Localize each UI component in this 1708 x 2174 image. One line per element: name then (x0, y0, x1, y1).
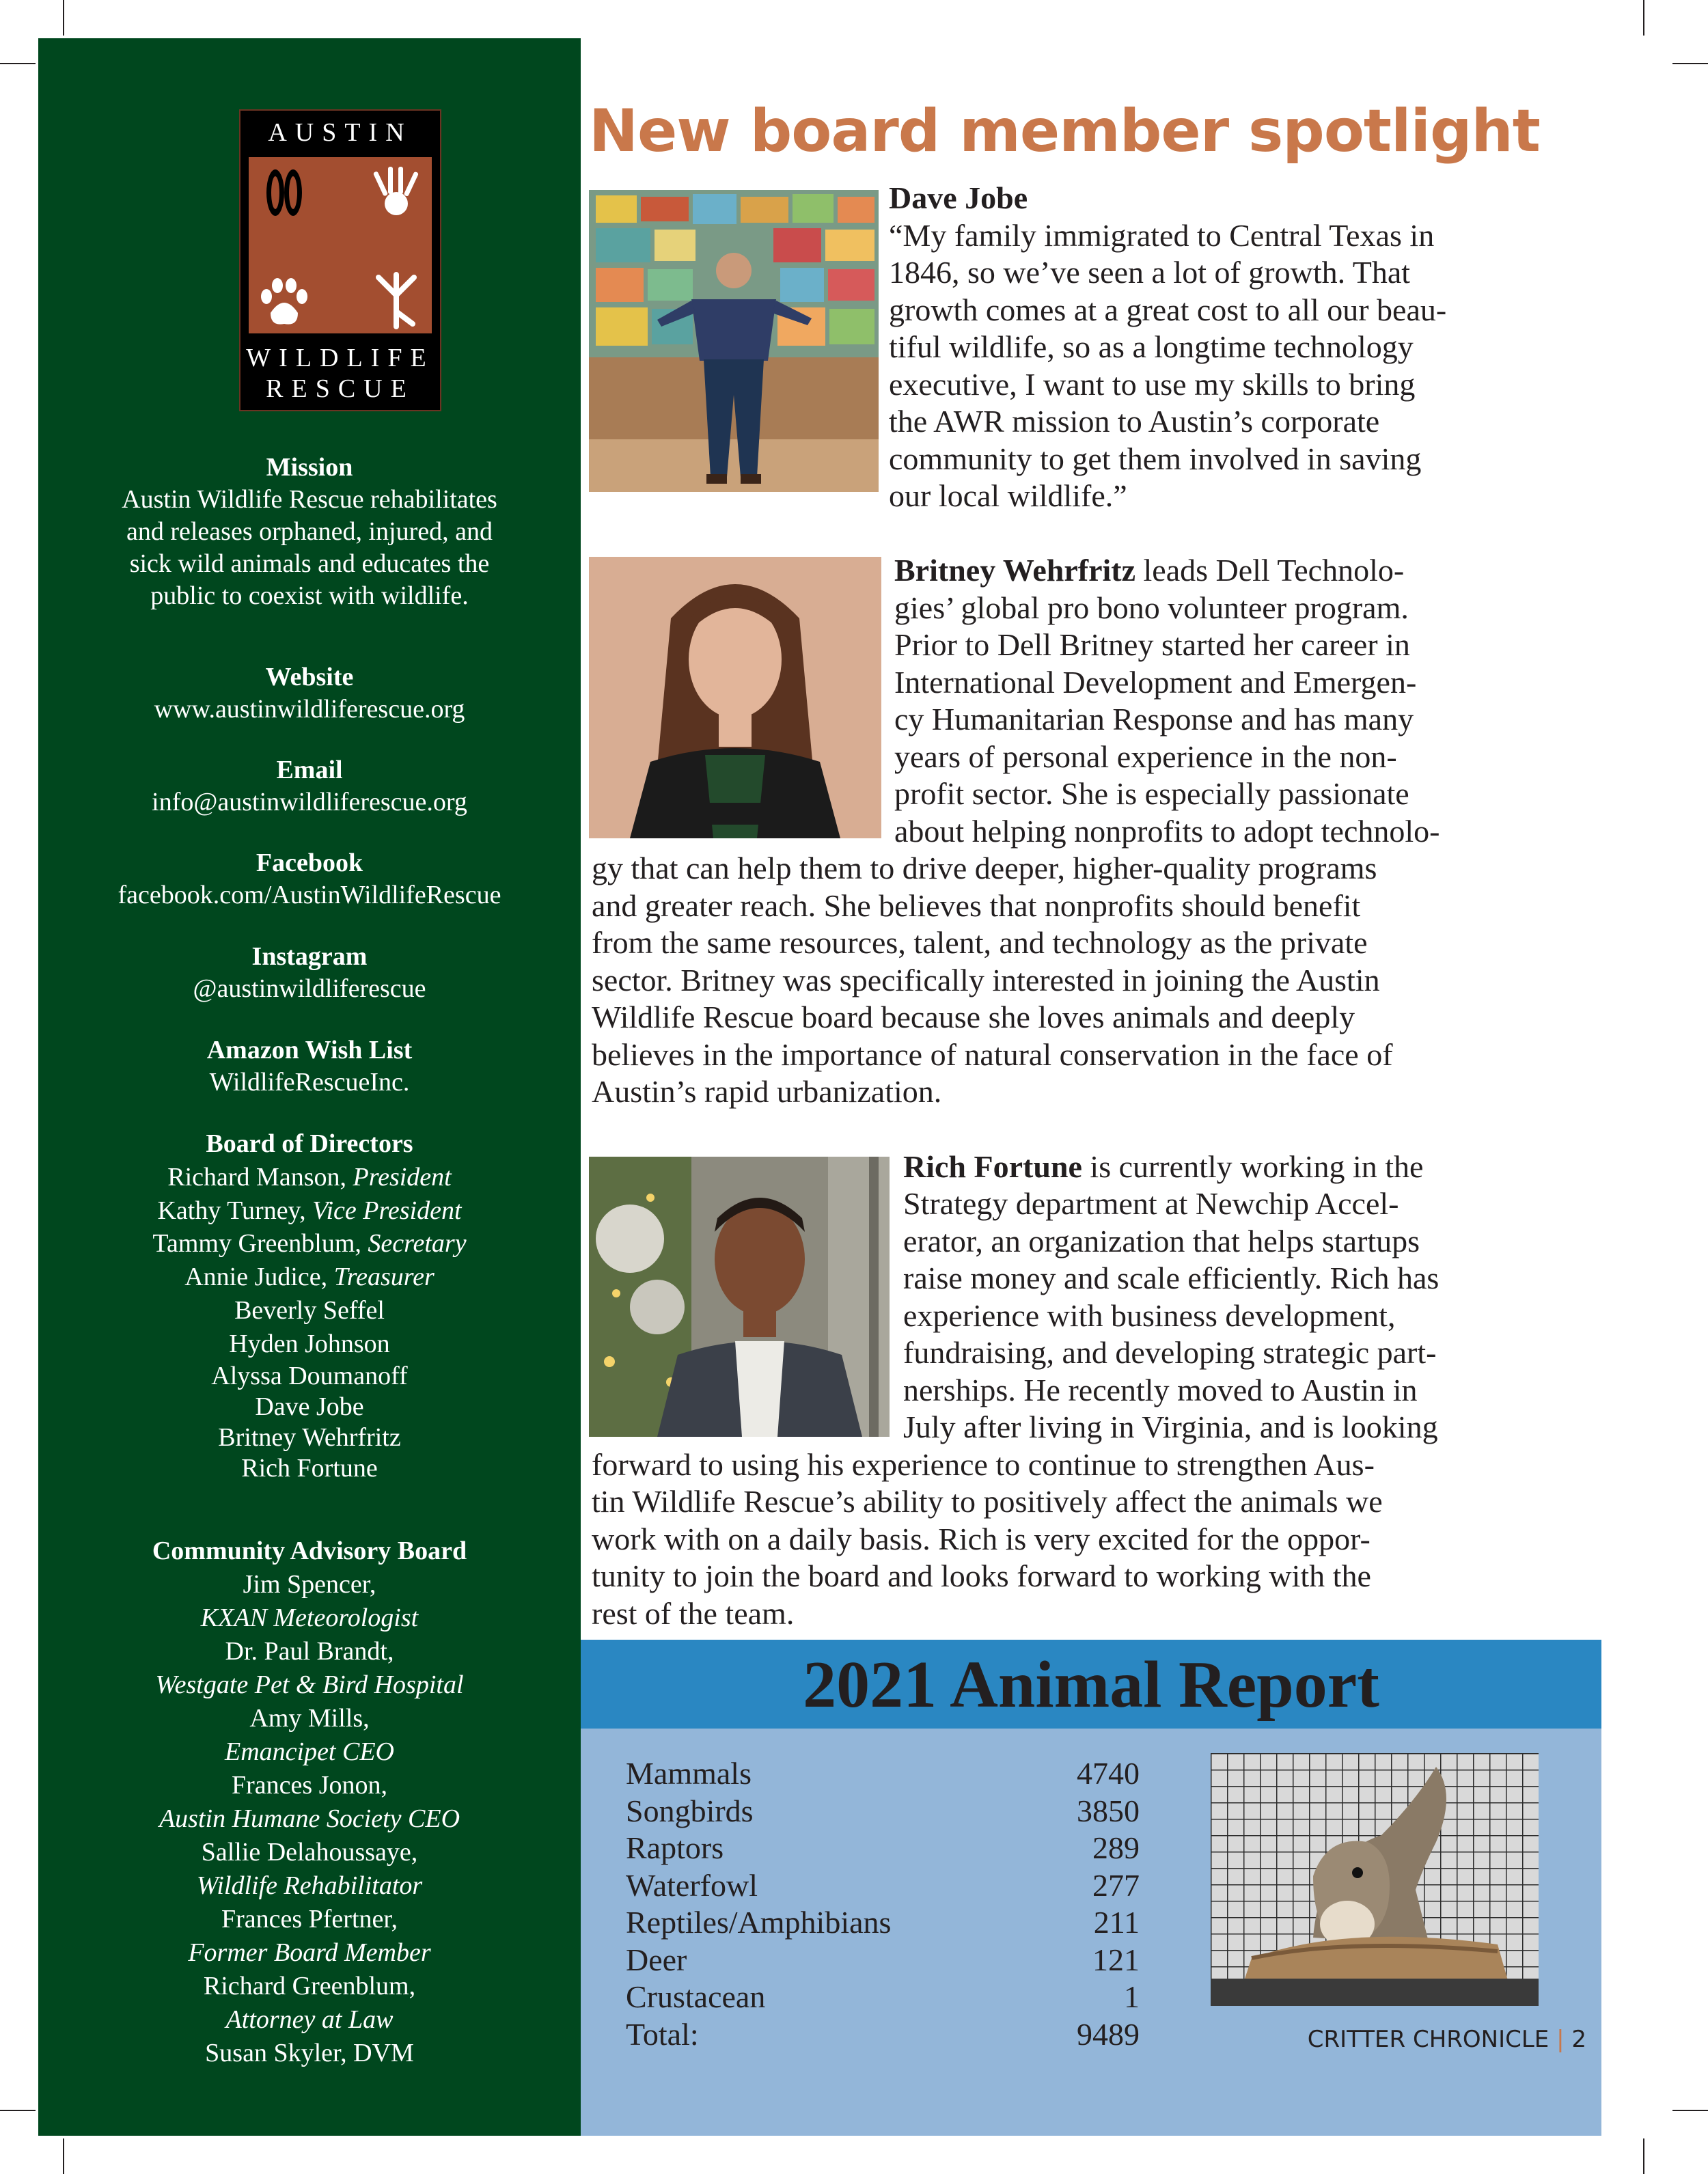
rich-bio-line: Strategy department at Newchip Accel- (903, 1186, 1399, 1221)
advisor-role: KXAN Meteorologist (200, 1604, 419, 1632)
footer-separator: | (1556, 2026, 1565, 2053)
dave-quote-line: 1846, so we’ve seen a lot of growth. That (889, 255, 1411, 290)
rich-bio-line: raise money and scale efficiently. Rich has (903, 1261, 1440, 1295)
amazon-heading: Amazon Wish List (206, 1036, 413, 1064)
report-value: 289 (1092, 1830, 1140, 1865)
austin-wildlife-rescue-logo (239, 109, 441, 411)
britney-bio-line: gy that can help them to drive deeper, higher-quality programs (592, 851, 1377, 885)
report-row (626, 1867, 1140, 1904)
advisor-name: Amy Mills, (249, 1704, 370, 1733)
rich-fortune-photo (589, 1157, 890, 1437)
advisor-name: Sallie Delahoussaye, (201, 1838, 418, 1867)
advisor-name: Frances Jonon, (232, 1771, 387, 1800)
advisory-heading: Community Advisory Board (152, 1537, 467, 1565)
britney-bio-line: International Development and Emergen- (894, 665, 1417, 700)
rich-intro-line: Rich Fortune is currently working in the (903, 1149, 1424, 1184)
board-heading: Board of Directors (206, 1129, 413, 1158)
page-number: 2 (1564, 2026, 1586, 2053)
crop-mark (63, 2138, 64, 2174)
rich-bio-line: forward to using his experience to continue to strengthen Aus- (592, 1447, 1375, 1482)
logo-bottom-word-1: WILDLIFE (246, 344, 435, 372)
email-heading: Email (276, 756, 343, 784)
board-member: Britney Wehrfritz (218, 1422, 401, 1452)
instagram-block (38, 941, 581, 1005)
report-label: Raptors (626, 1830, 724, 1865)
britney-bio-line: sector. Britney was specifically interested in joining the Austin (592, 963, 1380, 997)
report-value: 211 (1093, 1905, 1140, 1940)
publication-name: CRITTER CHRONICLE (1307, 2026, 1557, 2053)
advisory-block (38, 1535, 581, 2070)
report-row (626, 1941, 1140, 1979)
mission-heading: Mission (266, 453, 353, 482)
raccoon-track-icon (369, 164, 424, 223)
britney-bio-line: about helping nonprofits to adopt technolo- (894, 814, 1440, 849)
britney-bio-line: Prior to Dell Britney started her career in (894, 627, 1410, 662)
board-member: Kathy Turney, Vice President (157, 1196, 462, 1225)
report-value: 4740 (1077, 1756, 1140, 1791)
website-heading: Website (265, 663, 354, 691)
rich-bio-line: fundraising, and developing strategic part- (903, 1335, 1437, 1370)
report-label: Songbirds (626, 1793, 754, 1828)
advisor-name: Richard Greenblum, (203, 1972, 416, 2000)
advisor-role: Austin Humane Society CEO (159, 1804, 460, 1833)
crop-mark (63, 0, 64, 36)
board-member: Richard Manson, President (167, 1162, 452, 1192)
report-value: 3850 (1077, 1793, 1140, 1828)
animal-report-title: 2021 Animal Report (803, 1648, 1379, 1722)
report-label: Waterfowl (626, 1868, 758, 1903)
advisor-name: Frances Pfertner, (221, 1905, 398, 1934)
deer-track-icon (257, 164, 312, 223)
advisor-name: Susan Skyler, DVM (205, 2039, 414, 2067)
rich-bio-line: erator, an organization that helps startups (903, 1224, 1420, 1258)
rich-bio-line: work with on a daily basis. Rich is very excited for the oppor- (592, 1522, 1370, 1556)
advisor-role: Emancipet CEO (224, 1737, 394, 1766)
crop-mark (0, 2110, 36, 2111)
facebook-link[interactable]: facebook.com/AustinWildlifeRescue (118, 881, 501, 909)
board-member: Rich Fortune (241, 1453, 378, 1483)
amazon-link[interactable]: WildlifeRescueInc. (209, 1068, 410, 1097)
page-title: New board member spotlight (589, 97, 1540, 165)
crop-mark (0, 63, 36, 64)
dave-jobe-photo (589, 190, 879, 492)
board-member: Dave Jobe (255, 1392, 364, 1421)
britney-bio-line: gies’ global pro bono volunteer program. (894, 590, 1409, 625)
bird-track-icon (369, 272, 424, 331)
dave-quote-line: our local wildlife.” (889, 478, 1127, 513)
crop-mark (1672, 2110, 1708, 2111)
advisor-role: Wildlife Rehabilitator (196, 1871, 423, 1900)
britney-wehrfritz-photo (589, 557, 881, 838)
rich-bio-line: tin Wildlife Rescue’s ability to positively affect the animals we (592, 1484, 1383, 1519)
britney-bio-line: from the same resources, talent, and technology as the private (592, 925, 1368, 960)
sidebar (38, 38, 581, 2136)
facebook-heading: Facebook (256, 849, 363, 877)
rich-bio-line: rest of the team. (592, 1596, 795, 1631)
website-block (38, 661, 581, 726)
rich-bio-line: July after living in Virginia, and is looking (903, 1409, 1438, 1444)
britney-bio-line: profit sector. She is especially passionate (894, 776, 1409, 811)
dave-quote-line: the AWR mission to Austin’s corporate (889, 404, 1380, 439)
mission-line: public to coexist with wildlife. (150, 581, 469, 610)
logo-top-word: AUSTIN (268, 118, 413, 147)
website-link[interactable]: www.austinwildliferescue.org (154, 695, 465, 724)
report-row (626, 1829, 1140, 1867)
board-member: Alyssa Doumanoff (211, 1361, 408, 1390)
rich-bio-line: tunity to join the board and looks forward to working with the (592, 1558, 1371, 1593)
britney-bio-line: cy Humanitarian Response and has many (894, 702, 1414, 737)
report-row (626, 1903, 1140, 1941)
report-label: Mammals (626, 1756, 752, 1791)
facebook-block (38, 847, 581, 911)
report-value: 1 (1124, 1979, 1140, 2014)
britney-bio-line: Austin’s rapid urbanization. (592, 1074, 942, 1109)
board-member: Tammy Greenblum, Secretary (152, 1229, 467, 1258)
dave-quote-line: community to get them involved in saving (889, 441, 1422, 476)
crop-mark (1643, 2138, 1644, 2174)
dave-quote-line: growth comes at a great cost to all our beau- (889, 292, 1447, 327)
instagram-link[interactable]: @austinwildliferescue (193, 974, 426, 1003)
report-row (626, 1792, 1140, 1830)
squirrel-photo (1211, 1753, 1539, 2006)
britney-intro-line: Britney Wehrfritz leads Dell Technolo- (894, 553, 1405, 588)
britney-bio-line: and greater reach. She believes that nonprofits should benefit (592, 888, 1361, 923)
report-value: 9489 (1077, 2017, 1140, 2052)
rich-bio-line: experience with business development, (903, 1298, 1396, 1333)
report-row (626, 1978, 1140, 2015)
page-footer (1299, 2026, 1586, 2053)
mission-line: and releases orphaned, injured, and (126, 517, 493, 546)
report-label: Deer (626, 1942, 687, 1977)
report-label: Crustacean (626, 1979, 766, 2014)
logo-bottom-word-2: RESCUE (266, 374, 415, 403)
instagram-heading: Instagram (251, 942, 368, 971)
report-value: 121 (1092, 1942, 1140, 1977)
report-row (626, 1755, 1140, 1792)
britney-bio-line: years of personal experience in the non- (894, 739, 1397, 774)
report-label: Total: (626, 2017, 699, 2052)
board-member: Beverly Seffel (234, 1295, 385, 1325)
dave-quote-line: tiful wildlife, so as a longtime technology (889, 329, 1414, 364)
dave-quote-line: executive, I want to use my skills to bring (889, 367, 1416, 402)
advisor-role: Former Board Member (188, 1938, 431, 1967)
dog-track-icon (257, 272, 312, 331)
advisor-role: Westgate Pet & Bird Hospital (155, 1670, 464, 1699)
mission-block (38, 452, 581, 612)
email-link[interactable]: info@austinwildliferescue.org (152, 788, 467, 816)
advisor-name: Jim Spencer, (243, 1570, 376, 1599)
mission-line: sick wild animals and educates the (129, 549, 490, 578)
advisor-name: Dr. Paul Brandt, (225, 1637, 394, 1666)
britney-bio-line: Wildlife Rescue board because she loves animals and deeply (592, 1000, 1355, 1034)
britney-bio-line: believes in the importance of natural conservation in the face of (592, 1037, 1393, 1072)
board-member: Hyden Johnson (229, 1329, 390, 1358)
dave-jobe-name: Dave Jobe (889, 180, 1028, 215)
board-member: Annie Judice, Treasurer (184, 1263, 435, 1292)
crop-mark (1643, 0, 1644, 36)
rich-bio-line: nerships. He recently moved to Austin in (903, 1373, 1418, 1407)
report-label: Reptiles/Amphibians (626, 1905, 892, 1940)
email-block (38, 754, 581, 818)
amazon-block (38, 1034, 581, 1099)
dave-quote-line: “My family immigrated to Central Texas in (889, 218, 1435, 253)
crop-mark (1672, 63, 1708, 64)
report-row (626, 2015, 1140, 2053)
board-block (38, 1127, 581, 1484)
report-value: 277 (1092, 1868, 1140, 1903)
advisor-role: Attorney at Law (225, 2005, 394, 2034)
mission-line: Austin Wildlife Rescue rehabilitates (122, 485, 497, 514)
logo-cross-vertical (320, 157, 360, 333)
